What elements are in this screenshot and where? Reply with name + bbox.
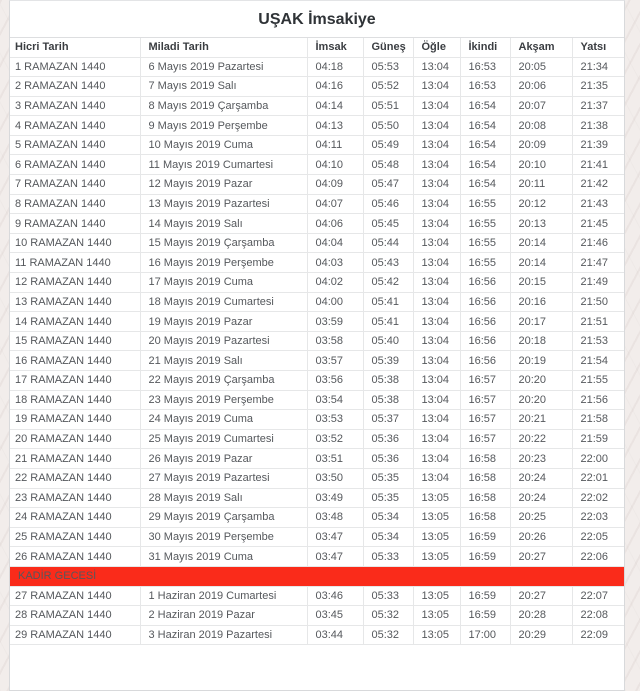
cell-yatsi: 22:05 [572,527,624,547]
cell-miladi-tarih: 20 Mayıs 2019 Pazartesi [140,331,307,351]
cell-hicri-tarih: 22 RAMAZAN 1440 [10,468,140,488]
cell-aksam: 20:28 [510,606,572,626]
cell-hicri-tarih: 16 RAMAZAN 1440 [10,351,140,371]
cell-hicri-tarih: 26 RAMAZAN 1440 [10,547,140,567]
cell-ikindi: 16:56 [460,273,510,293]
cell-hicri-tarih: 6 RAMAZAN 1440 [10,155,140,175]
cell-hicri-tarih: 29 RAMAZAN 1440 [10,625,140,645]
cell-aksam: 20:24 [510,468,572,488]
cell-ogle: 13:05 [413,527,460,547]
table-row [10,371,624,391]
cell-yatsi: 22:09 [572,625,624,645]
cell-ogle: 13:04 [413,135,460,155]
table-row [10,57,624,77]
table-row [10,175,624,195]
cell-ikindi: 16:54 [460,116,510,136]
cell-gunes: 05:42 [363,273,413,293]
table-row [10,508,624,528]
cell-aksam: 20:24 [510,488,572,508]
cell-hicri-tarih: 10 RAMAZAN 1440 [10,233,140,253]
cell-ikindi: 16:57 [460,429,510,449]
cell-hicri-tarih: 18 RAMAZAN 1440 [10,390,140,410]
cell-ogle: 13:04 [413,331,460,351]
cell-yatsi: 22:03 [572,508,624,528]
cell-aksam: 20:15 [510,273,572,293]
cell-hicri-tarih: 3 RAMAZAN 1440 [10,96,140,116]
cell-aksam: 20:14 [510,253,572,273]
cell-imsak: 04:00 [307,292,363,312]
cell-imsak: 04:14 [307,96,363,116]
column-header-ogle: Öğle [413,38,460,57]
cell-hicri-tarih: 19 RAMAZAN 1440 [10,410,140,430]
cell-miladi-tarih: 25 Mayıs 2019 Cumartesi [140,429,307,449]
cell-ikindi: 16:56 [460,312,510,332]
cell-ogle: 13:05 [413,508,460,528]
cell-ogle: 13:04 [413,253,460,273]
cell-ikindi: 16:53 [460,57,510,77]
cell-imsak: 04:06 [307,214,363,234]
cell-hicri-tarih: 24 RAMAZAN 1440 [10,508,140,528]
cell-gunes: 05:37 [363,410,413,430]
cell-miladi-tarih: 29 Mayıs 2019 Çarşamba [140,508,307,528]
cell-hicri-tarih: 5 RAMAZAN 1440 [10,135,140,155]
table-row [10,233,624,253]
cell-yatsi: 22:00 [572,449,624,469]
cell-ikindi: 16:53 [460,77,510,97]
cell-hicri-tarih: 12 RAMAZAN 1440 [10,273,140,293]
cell-imsak: 03:45 [307,606,363,626]
cell-miladi-tarih: 23 Mayıs 2019 Perşembe [140,390,307,410]
cell-aksam: 20:18 [510,331,572,351]
cell-ikindi: 16:59 [460,527,510,547]
cell-ikindi: 16:58 [460,508,510,528]
cell-imsak: 04:11 [307,135,363,155]
column-header-miladi-tarih: Miladi Tarih [140,38,307,57]
cell-imsak: 03:48 [307,508,363,528]
cell-gunes: 05:36 [363,429,413,449]
cell-yatsi: 21:39 [572,135,624,155]
cell-hicri-tarih: 1 RAMAZAN 1440 [10,57,140,77]
table-row [10,547,624,567]
table-row [10,390,624,410]
cell-aksam: 20:12 [510,194,572,214]
cell-yatsi: 21:58 [572,410,624,430]
cell-yatsi: 21:55 [572,371,624,391]
cell-hicri-tarih: 4 RAMAZAN 1440 [10,116,140,136]
cell-miladi-tarih: 18 Mayıs 2019 Cumartesi [140,292,307,312]
cell-hicri-tarih: 14 RAMAZAN 1440 [10,312,140,332]
cell-ikindi: 16:57 [460,390,510,410]
cell-hicri-tarih: 13 RAMAZAN 1440 [10,292,140,312]
cell-ikindi: 16:55 [460,233,510,253]
table-row [10,625,624,645]
cell-ogle: 13:04 [413,116,460,136]
cell-gunes: 05:41 [363,312,413,332]
cell-ogle: 13:04 [413,194,460,214]
cell-ikindi: 16:58 [460,488,510,508]
cell-ikindi: 16:56 [460,331,510,351]
cell-hicri-tarih: 9 RAMAZAN 1440 [10,214,140,234]
cell-miladi-tarih: 27 Mayıs 2019 Pazartesi [140,468,307,488]
cell-ogle: 13:04 [413,155,460,175]
cell-ikindi: 17:00 [460,625,510,645]
cell-ikindi: 16:59 [460,547,510,567]
cell-aksam: 20:25 [510,508,572,528]
cell-aksam: 20:13 [510,214,572,234]
cell-hicri-tarih: 23 RAMAZAN 1440 [10,488,140,508]
cell-yatsi: 22:08 [572,606,624,626]
cell-gunes: 05:39 [363,351,413,371]
cell-miladi-tarih: 10 Mayıs 2019 Cuma [140,135,307,155]
cell-imsak: 03:56 [307,371,363,391]
cell-ikindi: 16:57 [460,410,510,430]
table-row [10,116,624,136]
cell-imsak: 04:07 [307,194,363,214]
table-row [10,253,624,273]
cell-hicri-tarih: 15 RAMAZAN 1440 [10,331,140,351]
kadir-gecesi-banner-row [10,566,624,586]
column-header-hicri-tarih: Hicri Tarih [10,38,140,57]
cell-yatsi: 21:56 [572,390,624,410]
cell-yatsi: 22:02 [572,488,624,508]
cell-ikindi: 16:54 [460,175,510,195]
cell-yatsi: 22:06 [572,547,624,567]
cell-miladi-tarih: 22 Mayıs 2019 Çarşamba [140,371,307,391]
cell-imsak: 03:51 [307,449,363,469]
cell-imsak: 04:18 [307,57,363,77]
cell-gunes: 05:45 [363,214,413,234]
cell-yatsi: 21:42 [572,175,624,195]
cell-ikindi: 16:58 [460,449,510,469]
cell-aksam: 20:06 [510,77,572,97]
cell-miladi-tarih: 3 Haziran 2019 Pazartesi [140,625,307,645]
cell-miladi-tarih: 7 Mayıs 2019 Salı [140,77,307,97]
kadir-gecesi-banner: KADİR GECESİ [10,566,624,586]
cell-yatsi: 21:54 [572,351,624,371]
cell-gunes: 05:49 [363,135,413,155]
cell-gunes: 05:34 [363,508,413,528]
cell-ogle: 13:05 [413,586,460,606]
cell-imsak: 03:50 [307,468,363,488]
cell-gunes: 05:47 [363,175,413,195]
cell-ikindi: 16:54 [460,96,510,116]
cell-gunes: 05:43 [363,253,413,273]
cell-miladi-tarih: 9 Mayıs 2019 Perşembe [140,116,307,136]
table-row [10,410,624,430]
cell-miladi-tarih: 19 Mayıs 2019 Pazar [140,312,307,332]
cell-aksam: 20:23 [510,449,572,469]
cell-yatsi: 21:35 [572,77,624,97]
table-row [10,468,624,488]
cell-hicri-tarih: 21 RAMAZAN 1440 [10,449,140,469]
cell-miladi-tarih: 24 Mayıs 2019 Cuma [140,410,307,430]
table-row [10,527,624,547]
cell-ikindi: 16:54 [460,155,510,175]
cell-miladi-tarih: 13 Mayıs 2019 Pazartesi [140,194,307,214]
cell-miladi-tarih: 11 Mayıs 2019 Cumartesi [140,155,307,175]
cell-imsak: 04:03 [307,253,363,273]
cell-gunes: 05:33 [363,586,413,606]
cell-imsak: 04:10 [307,155,363,175]
cell-aksam: 20:10 [510,155,572,175]
cell-miladi-tarih: 30 Mayıs 2019 Perşembe [140,527,307,547]
cell-hicri-tarih: 25 RAMAZAN 1440 [10,527,140,547]
cell-hicri-tarih: 7 RAMAZAN 1440 [10,175,140,195]
cell-ogle: 13:04 [413,77,460,97]
cell-gunes: 05:38 [363,390,413,410]
cell-gunes: 05:32 [363,625,413,645]
table-row [10,96,624,116]
cell-ogle: 13:04 [413,312,460,332]
column-header-gunes: Güneş [363,38,413,57]
cell-gunes: 05:53 [363,57,413,77]
cell-hicri-tarih: 28 RAMAZAN 1440 [10,606,140,626]
cell-yatsi: 21:51 [572,312,624,332]
cell-ogle: 13:04 [413,57,460,77]
cell-yatsi: 21:43 [572,194,624,214]
table-row [10,135,624,155]
cell-aksam: 20:17 [510,312,572,332]
cell-yatsi: 22:07 [572,586,624,606]
cell-imsak: 03:49 [307,488,363,508]
cell-yatsi: 21:53 [572,331,624,351]
cell-miladi-tarih: 2 Haziran 2019 Pazar [140,606,307,626]
cell-ikindi: 16:54 [460,135,510,155]
cell-ogle: 13:05 [413,488,460,508]
table-row [10,194,624,214]
cell-miladi-tarih: 16 Mayıs 2019 Perşembe [140,253,307,273]
cell-imsak: 04:13 [307,116,363,136]
cell-miladi-tarih: 1 Haziran 2019 Cumartesi [140,586,307,606]
cell-ogle: 13:04 [413,371,460,391]
cell-imsak: 04:16 [307,77,363,97]
cell-hicri-tarih: 2 RAMAZAN 1440 [10,77,140,97]
cell-ogle: 13:04 [413,468,460,488]
cell-yatsi: 21:59 [572,429,624,449]
cell-aksam: 20:26 [510,527,572,547]
cell-yatsi: 21:49 [572,273,624,293]
cell-ogle: 13:04 [413,410,460,430]
cell-gunes: 05:48 [363,155,413,175]
cell-ogle: 13:04 [413,96,460,116]
cell-gunes: 05:41 [363,292,413,312]
cell-aksam: 20:29 [510,625,572,645]
cell-imsak: 03:52 [307,429,363,449]
table-row [10,586,624,606]
cell-aksam: 20:27 [510,547,572,567]
cell-ogle: 13:04 [413,429,460,449]
cell-imsak: 03:59 [307,312,363,332]
cell-ikindi: 16:59 [460,606,510,626]
cell-aksam: 20:07 [510,96,572,116]
table-row [10,606,624,626]
cell-aksam: 20:09 [510,135,572,155]
cell-hicri-tarih: 20 RAMAZAN 1440 [10,429,140,449]
cell-ikindi: 16:59 [460,586,510,606]
cell-ogle: 13:04 [413,175,460,195]
table-row [10,449,624,469]
cell-ogle: 13:04 [413,351,460,371]
imsakiye-card [9,0,625,691]
table-row [10,214,624,234]
cell-gunes: 05:38 [363,371,413,391]
column-header-ikindi: İkindi [460,38,510,57]
cell-ikindi: 16:56 [460,351,510,371]
cell-imsak: 03:58 [307,331,363,351]
cell-hicri-tarih: 8 RAMAZAN 1440 [10,194,140,214]
cell-yatsi: 22:01 [572,468,624,488]
cell-imsak: 03:47 [307,547,363,567]
cell-ogle: 13:04 [413,214,460,234]
cell-ikindi: 16:55 [460,194,510,214]
cell-ikindi: 16:58 [460,468,510,488]
table-row [10,429,624,449]
cell-hicri-tarih: 27 RAMAZAN 1440 [10,586,140,606]
cell-aksam: 20:05 [510,57,572,77]
cell-yatsi: 21:34 [572,57,624,77]
cell-aksam: 20:16 [510,292,572,312]
column-header-yatsi: Yatsı [572,38,624,57]
cell-gunes: 05:34 [363,527,413,547]
cell-gunes: 05:46 [363,194,413,214]
cell-miladi-tarih: 31 Mayıs 2019 Cuma [140,547,307,567]
cell-yatsi: 21:50 [572,292,624,312]
cell-imsak: 03:47 [307,527,363,547]
cell-yatsi: 21:41 [572,155,624,175]
cell-ogle: 13:04 [413,273,460,293]
cell-ogle: 13:05 [413,606,460,626]
cell-imsak: 04:04 [307,233,363,253]
cell-ogle: 13:05 [413,625,460,645]
table-row [10,488,624,508]
cell-ogle: 13:04 [413,233,460,253]
cell-yatsi: 21:47 [572,253,624,273]
cell-yatsi: 21:37 [572,96,624,116]
cell-hicri-tarih: 11 RAMAZAN 1440 [10,253,140,273]
cell-aksam: 20:08 [510,116,572,136]
cell-gunes: 05:52 [363,77,413,97]
table-row [10,292,624,312]
cell-miladi-tarih: 8 Mayıs 2019 Çarşamba [140,96,307,116]
table-row [10,273,624,293]
cell-gunes: 05:35 [363,488,413,508]
cell-gunes: 05:51 [363,96,413,116]
cell-yatsi: 21:46 [572,233,624,253]
page-title: UŞAK İmsakiye [10,1,624,38]
cell-imsak: 03:54 [307,390,363,410]
cell-gunes: 05:40 [363,331,413,351]
cell-aksam: 20:14 [510,233,572,253]
cell-gunes: 05:50 [363,116,413,136]
cell-ikindi: 16:57 [460,371,510,391]
cell-miladi-tarih: 6 Mayıs 2019 Pazartesi [140,57,307,77]
cell-imsak: 03:53 [307,410,363,430]
cell-ogle: 13:04 [413,390,460,410]
cell-ikindi: 16:55 [460,214,510,234]
table-header-row [10,38,624,57]
cell-hicri-tarih: 17 RAMAZAN 1440 [10,371,140,391]
cell-yatsi: 21:45 [572,214,624,234]
table-row [10,331,624,351]
column-header-aksam: Akşam [510,38,572,57]
cell-ogle: 13:04 [413,449,460,469]
table-row [10,77,624,97]
cell-gunes: 05:35 [363,468,413,488]
cell-aksam: 20:19 [510,351,572,371]
cell-miladi-tarih: 12 Mayıs 2019 Pazar [140,175,307,195]
cell-aksam: 20:20 [510,390,572,410]
imsakiye-body [10,57,624,645]
column-header-imsak: İmsak [307,38,363,57]
table-row [10,312,624,332]
imsakiye-table [10,38,624,645]
cell-miladi-tarih: 17 Mayıs 2019 Cuma [140,273,307,293]
cell-aksam: 20:21 [510,410,572,430]
cell-imsak: 04:09 [307,175,363,195]
cell-miladi-tarih: 28 Mayıs 2019 Salı [140,488,307,508]
cell-gunes: 05:33 [363,547,413,567]
cell-aksam: 20:11 [510,175,572,195]
cell-aksam: 20:22 [510,429,572,449]
cell-imsak: 03:46 [307,586,363,606]
cell-miladi-tarih: 14 Mayıs 2019 Salı [140,214,307,234]
table-row [10,351,624,371]
cell-aksam: 20:27 [510,586,572,606]
cell-gunes: 05:32 [363,606,413,626]
table-row [10,155,624,175]
cell-miladi-tarih: 26 Mayıs 2019 Pazar [140,449,307,469]
cell-miladi-tarih: 15 Mayıs 2019 Çarşamba [140,233,307,253]
cell-yatsi: 21:38 [572,116,624,136]
cell-gunes: 05:36 [363,449,413,469]
cell-imsak: 03:57 [307,351,363,371]
cell-imsak: 04:02 [307,273,363,293]
cell-ogle: 13:05 [413,547,460,567]
cell-gunes: 05:44 [363,233,413,253]
cell-ikindi: 16:56 [460,292,510,312]
cell-ikindi: 16:55 [460,253,510,273]
cell-ogle: 13:04 [413,292,460,312]
cell-imsak: 03:44 [307,625,363,645]
cell-aksam: 20:20 [510,371,572,391]
cell-miladi-tarih: 21 Mayıs 2019 Salı [140,351,307,371]
